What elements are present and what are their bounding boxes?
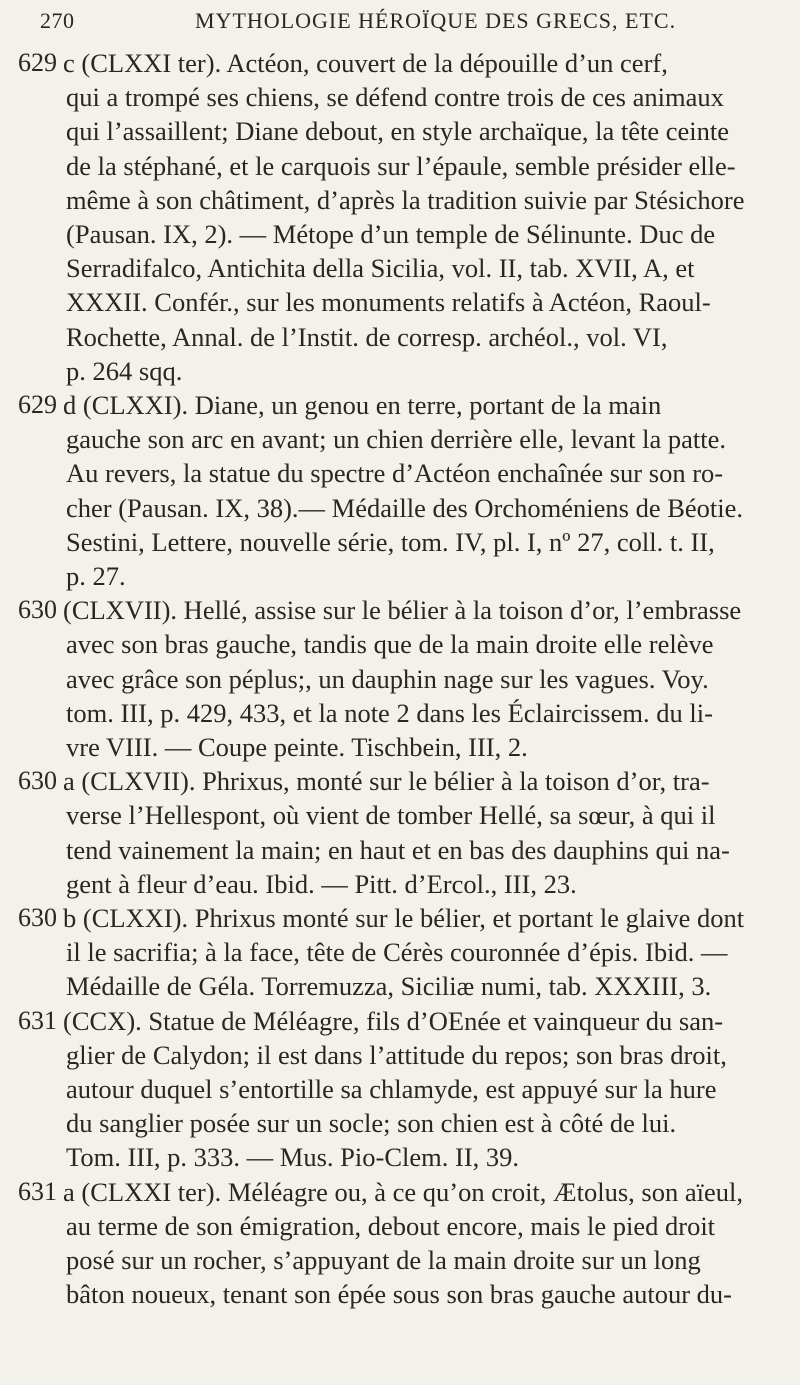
entry-line: tend vainement la main; en haut et en bas des dauphins qui na-	[66, 834, 730, 865]
entry-line: a (CLXVII). Phrixus, monté sur le bélier à la toison d’or, tra-	[63, 766, 710, 797]
entry-text	[60, 1175, 770, 1312]
entry-line: Serradifalco, Antichita della Sicilia, vol. II, tab. XVII, A, et	[66, 253, 695, 284]
entry-line: bâton noueux, tenant son épée sous son bras gauche autour du-	[66, 1279, 733, 1310]
entry-text	[60, 46, 770, 388]
entry-line: XXXII. Confér., sur les monuments relatifs à Actéon, Raoul-	[66, 287, 711, 318]
entry-text	[60, 901, 770, 1004]
entry-text	[60, 593, 770, 764]
entry-line: gauche son arc en avant; un chien derrière elle, levant la patte.	[66, 424, 726, 455]
entry-line: b (CLXXI). Phrixus monté sur le bélier, et portant le glaive dont	[63, 903, 745, 933]
entry-line: avec son bras gauche, tandis que de la main droite elle relève	[66, 629, 714, 660]
entry-line: de la stéphané, et le carquois sur l’épaule, semble présider elle-	[66, 150, 736, 181]
entry-line: p. 264 sqq.	[66, 355, 183, 386]
entry-line: qui a trompé ses chiens, se défend contre trois de ces animaux	[66, 82, 724, 113]
entry-number: 631	[18, 1176, 57, 1206]
entry-line: (CLXVII). Hellé, assise sur le bélier à la toison d’or, l’embrasse	[63, 595, 742, 626]
entry-line: au terme de son émigration, debout encore, mais le pied droit	[66, 1210, 716, 1241]
entry-number: 629	[18, 390, 57, 419]
entry-line: autour duquel s’entortille sa chlamyde, est appuyé sur la hure	[66, 1073, 717, 1104]
entry-line: Médaille de Géla. Torremuzza, Siciliæ numi, tab. XXXIII, 3.	[66, 971, 712, 1002]
entry-text	[60, 764, 770, 901]
entry-line: posé sur un rocher, s’appuyant de la main droite sur un long	[66, 1244, 701, 1275]
entry-line: cher (Pausan. IX, 38).— Médaille des Orchoméniens de Béotie.	[66, 492, 744, 523]
entry-line: même à son châtiment, d’après la tradition suivie par Stésichore	[66, 184, 745, 215]
entry-line: a (CLXXI ter). Méléagre ou, à ce qu’on croit, Ætolus, son aïeul,	[63, 1176, 743, 1207]
entry-text	[60, 388, 770, 593]
entry-number: 630	[18, 766, 57, 796]
entry-line: glier de Calydon; il est dans l’attitude du repos; son bras droit,	[66, 1039, 727, 1070]
entry-line: tom. III, p. 429, 433, et la note 2 dans les Éclaircissem. du li-	[66, 697, 713, 728]
entry-number: 631	[18, 1005, 57, 1035]
entry-line: Rochette, Annal. de l’Instit. de corresp. archéol., vol. VI,	[66, 321, 668, 352]
entry-line: c (CLXXI ter). Actéon, couvert de la dépouille d’un cerf,	[63, 48, 668, 78]
entry-line: verse l’Hellespont, où vient de tomber Hellé, sa sœur, à qui il	[66, 800, 716, 831]
entry-line: (Pausan. IX, 2). — Métope d’un temple de Sélinunte. Duc de	[66, 218, 716, 249]
entry-line: (CCX). Statue de Méléagre, fils d’OEnée et vainqueur du san-	[63, 1005, 724, 1036]
entry-line: avec grâce son péplus;, un dauphin nage sur les vagues. Voy.	[66, 663, 709, 694]
entry-line: d (CLXXI). Diane, un genou en terre, portant de la main	[63, 390, 662, 420]
entry-line: du sanglier posée sur un socle; son chien est à côté de lui.	[66, 1108, 677, 1139]
entry-number: 630	[18, 903, 57, 932]
entry-text	[60, 1004, 770, 1175]
entry-number: 630	[18, 595, 57, 625]
entry-line: qui l’assaillent; Diane debout, en style archaïque, la tête ceinte	[66, 116, 729, 147]
entry-line: Tom. III, p. 333. — Mus. Pio-Clem. II, 39.	[66, 1142, 520, 1173]
entry-line: vre VIII. — Coupe peinte. Tischbein, III, 2.	[66, 731, 528, 762]
entry-line: Au revers, la statue du spectre d’Actéon enchaînée sur son ro-	[66, 458, 724, 489]
entry-line: il le sacrifia; à la face, tête de Cérès couronnée d’épis. Ibid. —	[66, 937, 728, 968]
page-number: 270	[40, 8, 75, 33]
entry-number: 629	[18, 48, 57, 77]
entry-line: Sestini, Lettere, nouvelle série, tom. IV, pl. I, nº 27, coll. t. II,	[66, 526, 715, 557]
page-header	[40, 8, 760, 42]
entry-line: gent à fleur d’eau. Ibid. — Pitt. d’Ercol., III, 23.	[66, 868, 577, 899]
entry-line: p. 27.	[66, 560, 126, 591]
running-title: MYTHOLOGIE HÉROÏQUE DES GRECS, ETC.	[195, 8, 677, 33]
